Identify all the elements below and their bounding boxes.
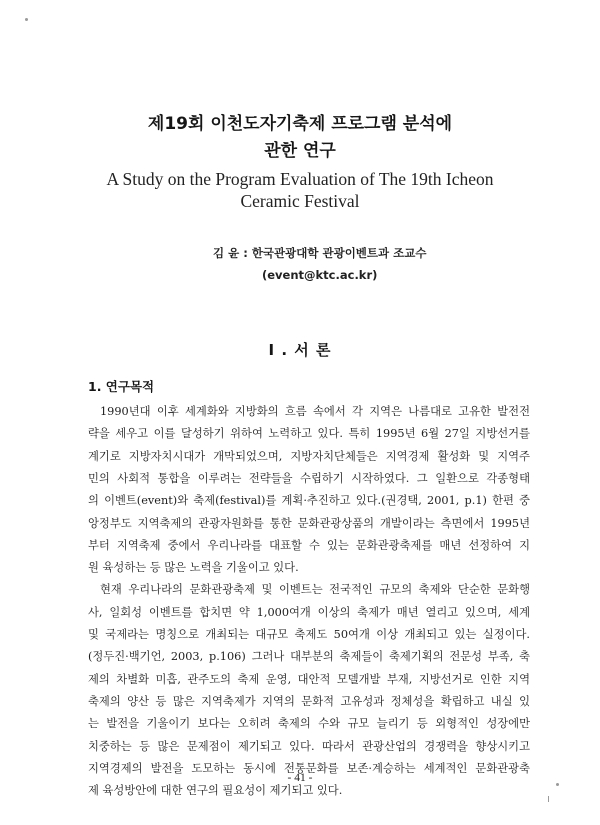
body-line: 지역경제의 발전을 도모하는 동시에 전통문화를 보존·계승하는 세계적인 문화관광축	[88, 761, 530, 775]
body-line: 축제의 양산 등 많은 지역축제가 지역의 문화적 고유성과 정체성을 확립하고 내실 있	[88, 694, 530, 708]
body-line: 부터 지역축제 중에서 우리나라를 대표할 수 있는 문화관광축제를 매년 선정하여 지	[88, 538, 530, 552]
body-line: 원 육성하는 등 많은 노력을 기울이고 있다.	[88, 561, 299, 575]
body-line: 1990년대 이후 세계화와 지방화의 흐름 속에서 각 지역은 나름대로 고유한 발전전	[100, 405, 530, 418]
body-line: 치중하는 등 많은 문제점이 제기되고 있다. 따라서 관광산업의 경쟁력을 향상시키고	[88, 739, 530, 753]
body-line: 사, 일회성 이벤트를 합치면 약 1,000여개 이상의 축제가 매년 열리고 있으며, 세계	[88, 605, 530, 619]
english-title-line-1: A Study on the Program Evaluation of The 19th Icheon	[106, 169, 494, 189]
body-line: 앙정부도 지역축제의 관광자원화를 통한 문화관광상품의 개발이라는 측면에서 1995년	[88, 516, 530, 530]
section-heading-introduction: I . 서 론	[268, 341, 332, 359]
body-line: 제의 차별화 미흡, 관주도의 축제 운영, 대안적 모델개발 부재, 지방선거로 인한 지역	[88, 672, 530, 686]
body-line: 및 국제라는 명칭으로 개최되는 대규모 축제도 50여개 이상 개최되고 있는 실정이다.	[88, 628, 530, 641]
scan-speck	[556, 783, 559, 786]
body-line: 는 발전을 기울이기 보다는 오히려 축제의 수와 규모 늘리기 등 외형적인 성장에만	[88, 717, 530, 731]
korean-title-line-2: 관한 연구	[264, 141, 336, 161]
page-number: - 41 -	[287, 772, 313, 784]
body-line: (정두진·백기언, 2003, p.106) 그러나 대부분의 축제들이 축제기획의 전문성 부족, 축	[88, 650, 530, 664]
scan-speck	[25, 18, 28, 21]
author-email: (event@ktc.ac.kr)	[262, 268, 378, 282]
body-line: 의 이벤트(event)와 축제(festival)를 계획·추진하고 있다.(권경택, 2001, p.1) 한편 중	[88, 494, 530, 508]
body-line: 현재 우리나라의 문화관광축제 및 이벤트는 전국적인 규모의 축제와 단순한 문화행	[100, 583, 530, 597]
author-affiliation: 김 윤 : 한국관광대학 관광이벤트과 조교수	[213, 246, 427, 260]
body-line: 계기로 지방자치시대가 개막되었으며, 지방자치단체들은 지역경제 활성화 및 지역주	[88, 449, 530, 463]
body-line: 략을 세우고 이를 달성하기 위하여 노력하고 있다. 특히 1995년 6월 27일 지방선거를	[88, 427, 530, 441]
subsection-heading-research-purpose: 1. 연구목적	[88, 379, 155, 394]
korean-title-line-1: 제19회 이천도자기축제 프로그램 분석에	[147, 114, 453, 134]
body-line: 제 육성방안에 대한 연구의 필요성이 제기되고 있다.	[88, 784, 343, 798]
body-line: 민의 사회적 통합을 이루려는 전략들을 수립하기 시작하였다. 그 일환으로 각종형태	[88, 471, 530, 485]
scan-speck	[548, 796, 549, 802]
english-title-line-2: Ceramic Festival	[240, 191, 360, 211]
